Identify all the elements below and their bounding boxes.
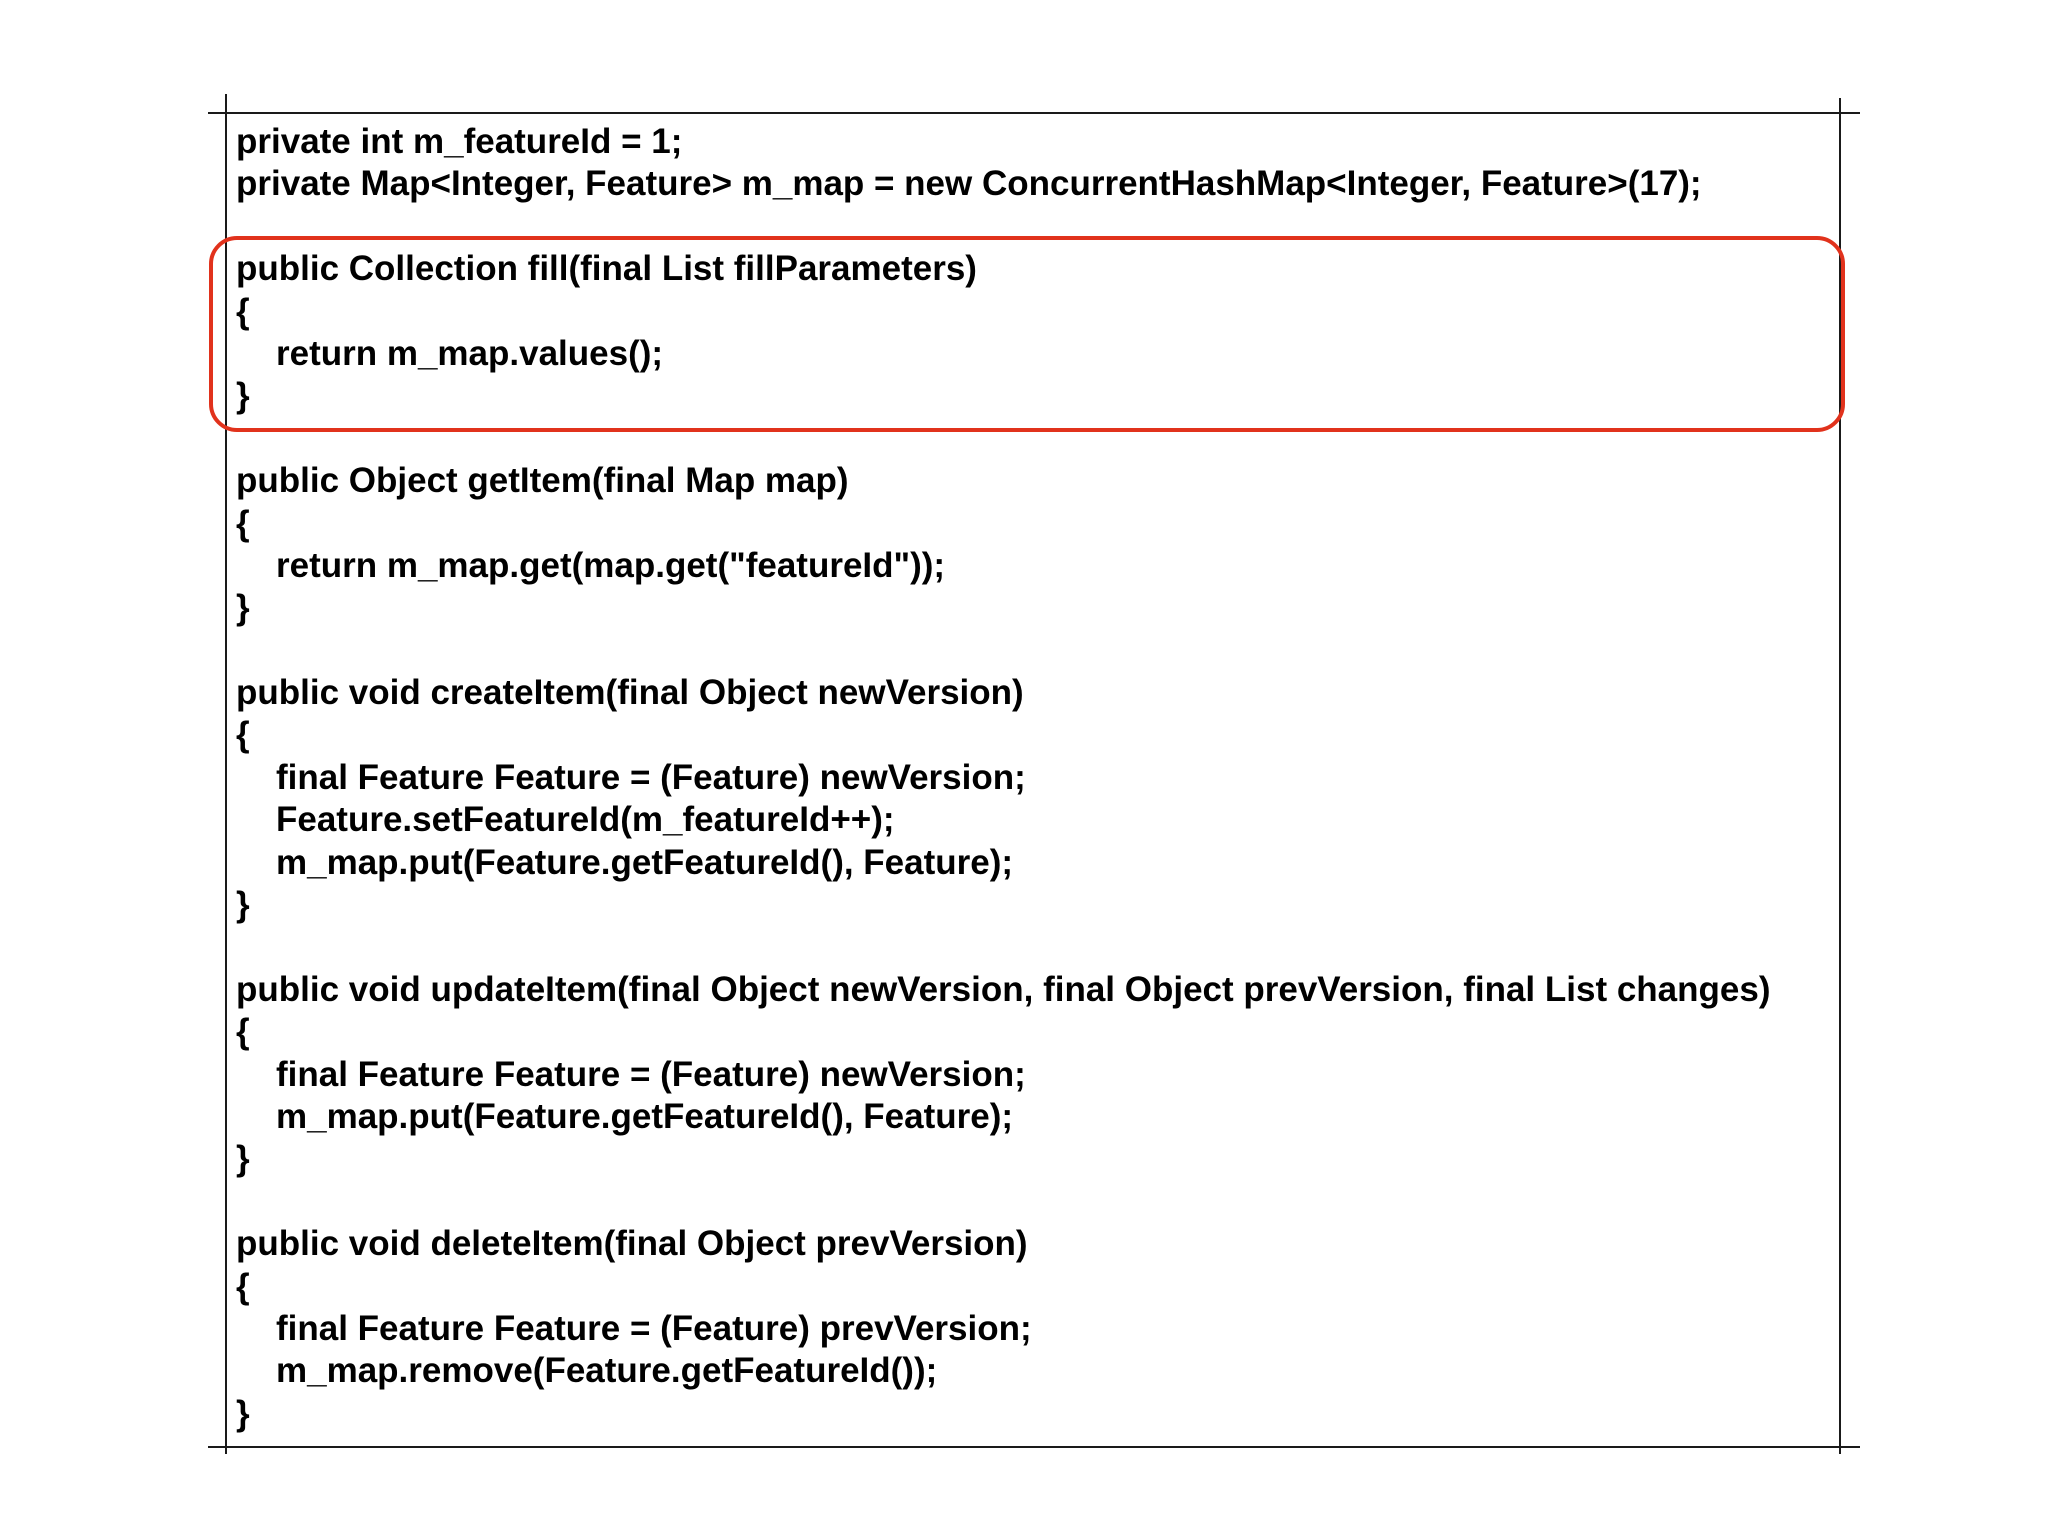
code-line: public void createItem(final Object newVersion) [236,673,1024,713]
code-line: public void deleteItem(final Object prevVersion) [236,1224,1028,1264]
code-line: Feature.setFeatureId(m_featureId++); [276,800,895,840]
frame-bottom-rule [208,1446,1860,1448]
code-line: public void updateItem(final Object newVersion, final Object prevVersion, final List changes) [236,969,1771,1009]
code-line: private Map<Integer, Feature> m_map = new ConcurrentHashMap<Integer, Feature>(17); [236,164,1702,204]
blank-line [236,630,1836,672]
frame-top-rule [208,112,1860,114]
code-line: m_map.put(Feature.getFeatureId(), Feature); [276,1096,1014,1136]
code-line: return m_map.values(); [276,333,664,373]
code-line: public Object getItem(final Map map) [236,461,849,501]
code-line: final Feature Feature = (Feature) prevVersion; [276,1308,1032,1348]
code-line: m_map.put(Feature.getFeatureId(), Feature); [276,842,1014,882]
code-line: { [236,1266,250,1306]
code-line: public Collection fill(final List fillParameters) [236,249,977,289]
code-line: { [236,291,250,331]
code-listing [236,121,1836,1435]
code-line: private int m_featureId = 1; [236,122,683,161]
code-line: { [236,503,250,543]
code-line: final Feature Feature = (Feature) newVersion; [276,757,1026,797]
blank-line [236,1181,1836,1223]
code-line: } [236,885,250,925]
code-line: } [236,1139,250,1179]
code-line: } [236,376,250,416]
code-line: m_map.remove(Feature.getFeatureId()); [276,1351,938,1391]
code-line: } [236,588,250,628]
code-line: { [236,1012,250,1052]
code-line: { [236,715,250,755]
blank-line [236,926,1836,968]
code-line: final Feature Feature = (Feature) newVersion; [276,1054,1026,1094]
blank-line [236,418,1836,460]
blank-line [236,206,1836,248]
code-line: return m_map.get(map.get("featureId")); [276,545,946,585]
code-line: } [236,1393,250,1433]
